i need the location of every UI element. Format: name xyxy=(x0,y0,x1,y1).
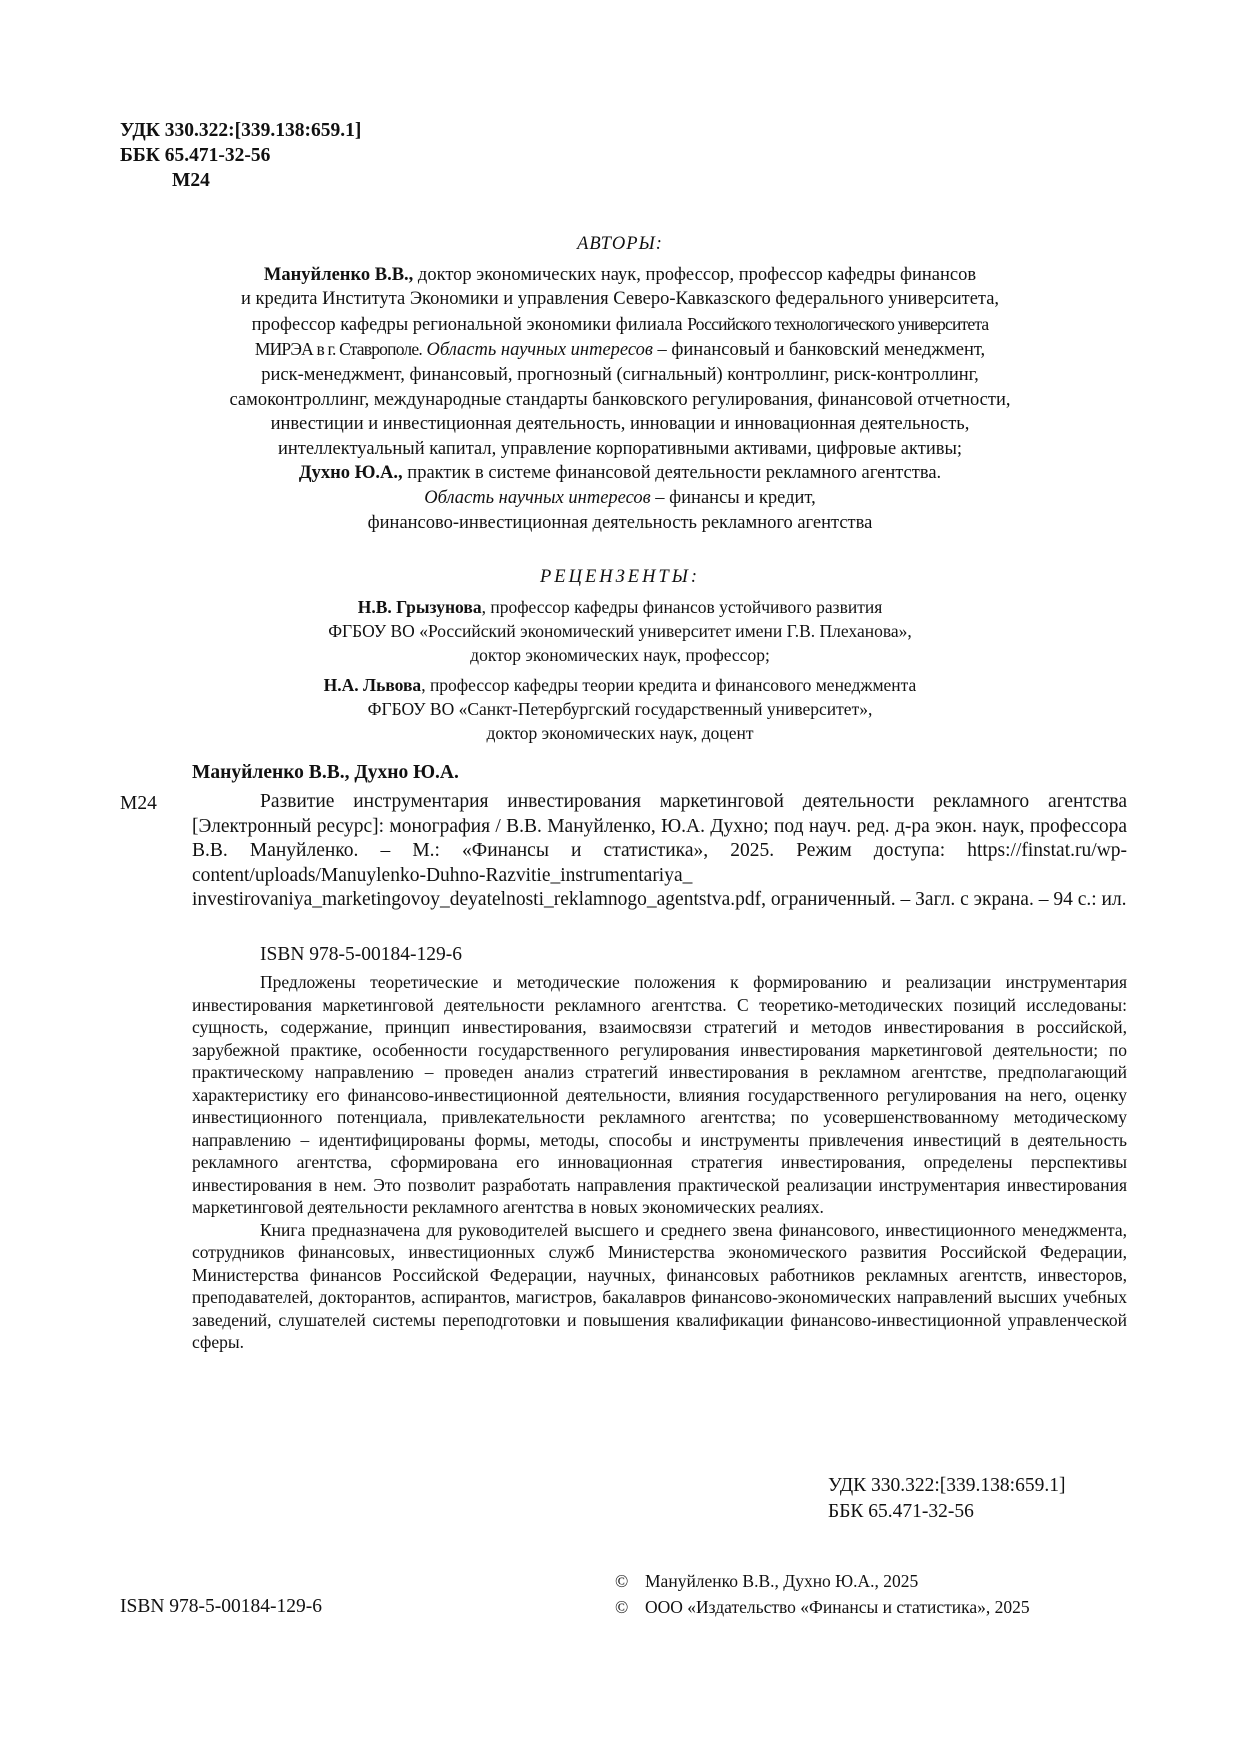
author1-line7: инвестиции и инвестиционная деятельность, инновации и инновационная деятельность, xyxy=(270,414,970,435)
bib-authors: Мануйленко В.В., Духно Ю.А. xyxy=(192,762,459,783)
footer-bbk: ББК 65.471-32-56 xyxy=(828,1501,974,1522)
author-mark: М24 xyxy=(172,170,210,191)
author2-line2: Область научных интересов – финансы и кредит, xyxy=(424,487,816,508)
bib-isbn: ISBN 978-5-00184-129-6 xyxy=(260,944,463,965)
copyright-icon: © xyxy=(615,1597,629,1617)
author2-line3: финансово-инвестиционная деятельность рекламного агентства xyxy=(367,512,873,533)
author2-line1: Духно Ю.А., практик в системе финансовой деятельности рекламного агентства. xyxy=(298,463,942,484)
author1-line4: МИРЭА в г. Ставрополе. Область научных интересов – финансовый и банковский менеджмент, xyxy=(254,339,986,361)
reviewer2-name: Н.А. Львова xyxy=(323,675,422,695)
copyright-block xyxy=(615,1568,1030,1620)
footer-isbn: ISBN 978-5-00184-129-6 xyxy=(120,1596,323,1617)
reviewer2-line2: ФГБОУ ВО «Санкт-Петербургский государственный университет», xyxy=(367,699,873,719)
authors-heading: АВТОРЫ: xyxy=(577,234,663,254)
classification-header xyxy=(120,118,361,193)
reviewers-section xyxy=(150,565,1090,745)
reviewer1-name: Н.В. Грызунова xyxy=(357,597,482,617)
copyright-authors: © Мануйленко В.В., Духно Ю.А., 2025 xyxy=(615,1568,1030,1594)
copyright-publisher: © ООО «Издательство «Финансы и статистика», 2025 xyxy=(615,1594,1030,1620)
reviewer2-line3: доктор экономических наук, доцент xyxy=(486,723,754,743)
author1-line8: интеллектуальный капитал, управление корпоративными активами, цифровые активы; xyxy=(277,438,963,459)
abstract-paragraph-1: Предложены теоретические и методические положения к формированию и реализации инструментария инвестирования маркетинговой деятельности рекламного агентства. С теоретико-методических позиций исследованы: сущность, содержание, принцип инвестирования, взаимосвязи стратегий и методов инвестирования в российской, зарубежной практике, особенности государственного регулирования инвестирования маркетинговой деятельности; по практическому направлению – проведен анализ стратегий инвестирования в рекламном агентстве, предполагающий характеристику его финансово-инвестиционной деятельности, влияния государственного регулирования на него, оценку инвестиционного потенциала, привлекательности рекламного агентства; по усовершенствованному методическому направлению – идентифицированы формы, методы, способы и инструменты привлечения инвестиций в деятельность рекламного агентства, сформирована его инновационная стратегия инвестирования, определены перспективы инвестирования в нем. Это позволит разработать направления практической реализации инструментария инвестирования маркетинговой деятельности рекламного агентства в новых экономических реалиях. xyxy=(192,972,1127,1217)
abstract-paragraph-2: Книга предназначена для руководителей высшего и среднего звена финансового, инвестиционного менеджмента, сотрудников финансовых, инвестиционных служб Министерства экономического развития Российской Федерации, Министерства финансов Российской Федерации, научных, финансовых работников рекламных агентств, инвесторов, преподавателей, докторантов, аспирантов, магистров, бакалавров финансово-экономических направлений высших учебных заведений, слушателей системы переподготовки и повышения квалификации финансово-инвестиционной управленческой сферы. xyxy=(192,1219,1127,1352)
author1-line3: профессор кафедры региональной экономики филиала Российского технологического университета xyxy=(251,313,989,335)
reviewers-heading: РЕЦЕНЗЕНТЫ: xyxy=(539,567,701,587)
author1-line2: и кредита Института Экономики и управления Северо-Кавказского федерального университета, xyxy=(240,289,1000,310)
abstract xyxy=(192,971,1127,1354)
reviewer1-line3: доктор экономических наук, профессор; xyxy=(470,645,770,665)
bbk-code: ББК 65.471-32-56 xyxy=(120,145,271,166)
author1-line5: риск-менеджмент, финансовый, прогнозный (сигнальный) контроллинг, риск-контроллинг, xyxy=(261,364,979,385)
reviewer1-line1: Н.В. Грызунова, профессор кафедры финансов устойчивого развития xyxy=(357,597,883,617)
reviewer1-line2: ФГБОУ ВО «Российский экономический университет имени Г.В. Плеханова», xyxy=(328,621,912,641)
bib-author-mark: М24 xyxy=(120,793,157,814)
footer-udk: УДК 330.322:[339.138:659.1] xyxy=(828,1475,1066,1496)
bib-description: Развитие инструментария инвестирования маркетинговой деятельности рекламного агентства [Электронный ресурс]: монография / В.В. Мануйленко, Ю.А. Духно; под науч. ред. д-ра экон. наук, профессора В.В. Мануйленко. – М.: «Финансы и статистика», 2025. Режим доступа: https://finstat.ru/wp-content/uploads/Manuylenko-Duhno-Razvitie_instrumentariya_ investirovaniya_marketingovoy_deyatelnosti_reklamnogo_agentstva.pdf, ограниченный. – Загл. с экрана. – 94 с.: ил. xyxy=(192,791,1127,910)
footer-classification xyxy=(828,1473,1065,1525)
udk-code: УДК 330.322:[339.138:659.1] xyxy=(120,120,362,141)
reviewer2-line1: Н.А. Львова, профессор кафедры теории кредита и финансового менеджмента xyxy=(323,675,917,695)
author2-name: Духно Ю.А., xyxy=(298,463,403,484)
authors-section xyxy=(150,232,1090,535)
author1-name: Мануйленко В.В., xyxy=(263,264,414,285)
bib-description-block xyxy=(192,790,1127,913)
author1-line1: Мануйленко В.В., доктор экономических наук, профессор, профессор кафедры финансов xyxy=(263,264,977,285)
copyright-icon: © xyxy=(615,1571,629,1591)
author1-line6: самоконтроллинг, международные стандарты банковского регулирования, финансовой отчетности, xyxy=(229,389,1011,410)
